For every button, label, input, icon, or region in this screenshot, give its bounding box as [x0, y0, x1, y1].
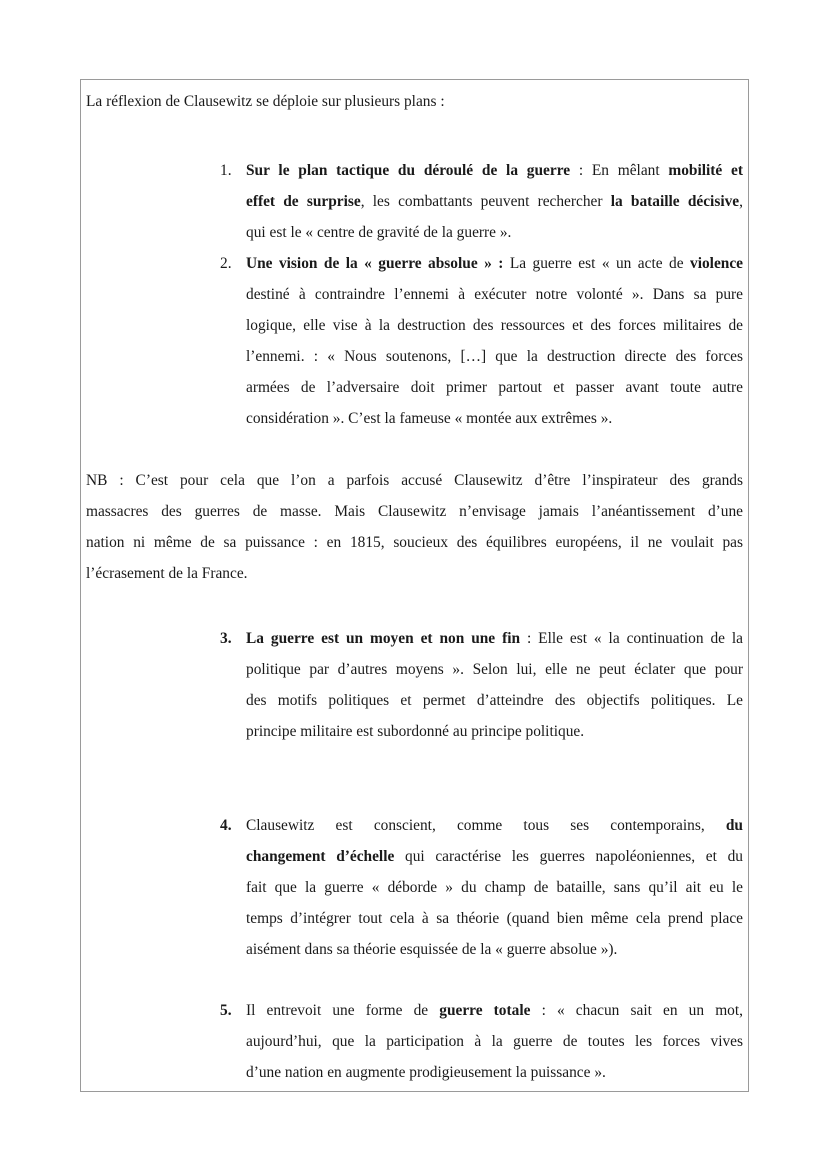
bold-run: Une vision de la « guerre absolue » :	[246, 255, 504, 272]
nb-line: nation ni même de sa puissance : en 1815, soucieux des équilibres européens, il ne voulait pas	[86, 534, 743, 551]
item-line	[246, 163, 743, 178]
text-run: armées de l’adversaire doit primer partout et passer avant toute autre	[246, 379, 743, 396]
item-line	[246, 693, 743, 708]
item-number: 5.	[220, 1002, 232, 1019]
intro-line: La réflexion de Clausewitz se déploie sur plusieurs plans :	[86, 93, 445, 110]
item-line	[246, 631, 743, 646]
nb-line: NB : C’est pour cela que l’on a parfois accusé Clausewitz d’être l’inspirateur des grands	[86, 472, 743, 489]
item-line	[246, 256, 743, 271]
item-line	[246, 911, 743, 926]
bold-run: changement d’échelle	[246, 848, 395, 865]
text-run: destiné à contraindre l’ennemi à exécuter notre volonté ». Dans sa pure	[246, 286, 743, 303]
text-run: Il entrevoit une forme de	[246, 1002, 440, 1019]
text-run: l’ennemi. : « Nous soutenons, […] que la destruction directe des forces	[246, 348, 743, 365]
text-run: logique, elle vise à la destruction des ressources et des forces militaires de	[246, 317, 743, 334]
nb-line: massacres des guerres de masse. Mais Clausewitz n’envisage jamais l’anéantissement d’une	[86, 503, 743, 520]
text-run: ,	[739, 193, 743, 210]
item-line	[246, 942, 617, 957]
item-number: 2.	[220, 255, 232, 272]
item-line	[246, 411, 612, 426]
item-number: 4.	[220, 817, 232, 834]
text-run: qui caractérise les guerres napoléoniennes, et du	[394, 848, 743, 865]
text-run: Clausewitz est conscient, comme tous ses contemporains,	[246, 817, 726, 834]
text-run: considération ». C’est la fameuse « montée aux extrêmes ».	[246, 410, 613, 427]
text-run: : En mêlant	[570, 162, 669, 179]
text-run: principe militaire est subordonné au principe politique.	[246, 723, 585, 740]
item-number: 3.	[220, 630, 232, 647]
text-run: d’une nation en augmente prodigieusement la puissance ».	[246, 1064, 606, 1081]
bold-run: effet de surprise	[246, 193, 361, 210]
item-number: 1.	[220, 162, 232, 179]
item-line	[246, 662, 743, 677]
item-line	[246, 1003, 743, 1018]
text-run: aisément dans sa théorie esquissée de la « guerre absolue »).	[246, 941, 618, 958]
item-line	[246, 1065, 606, 1080]
nb-line: l’écrasement de la France.	[86, 565, 248, 582]
text-run: des motifs politiques et permet d’atteindre des objectifs politiques. Le	[246, 692, 743, 709]
item-line	[246, 849, 743, 864]
item-line	[246, 287, 743, 302]
text-run: fait que la guerre « déborde » du champ de bataille, sans qu’il ait eu le	[246, 879, 743, 896]
item-line	[246, 724, 584, 739]
text-run: politique par d’autres moyens ». Selon lui, elle ne peut éclater que pour	[246, 661, 743, 678]
text-run: qui est le « centre de gravité de la guerre ».	[246, 224, 512, 241]
item-line	[246, 349, 743, 364]
text-run: : « chacun sait en un mot,	[530, 1002, 743, 1019]
text-run: aujourd’hui, que la participation à la guerre de toutes les forces vives	[246, 1033, 743, 1050]
item-line	[246, 880, 743, 895]
text-run: : Elle est « la continuation de la	[520, 630, 743, 647]
item-line	[246, 318, 743, 333]
bold-run: du	[725, 817, 743, 834]
item-line	[246, 1034, 743, 1049]
bold-run: violence	[690, 255, 743, 272]
bold-run: la bataille décisive	[610, 193, 740, 210]
bold-run: mobilité et	[668, 162, 743, 179]
item-line	[246, 380, 743, 395]
bold-run: guerre totale	[439, 1002, 531, 1019]
item-line	[246, 194, 743, 209]
text-run: La guerre est « un acte de	[503, 255, 690, 272]
bold-run: Sur le plan tactique du déroulé de la guerre	[246, 162, 571, 179]
bold-run: La guerre est un moyen et non une fin	[246, 630, 521, 647]
item-line	[246, 225, 511, 240]
item-line	[246, 818, 743, 833]
text-run: temps d’intégrer tout cela à sa théorie (quand bien même cela prend place	[246, 910, 743, 927]
text-run: , les combattants peuvent rechercher	[360, 193, 611, 210]
